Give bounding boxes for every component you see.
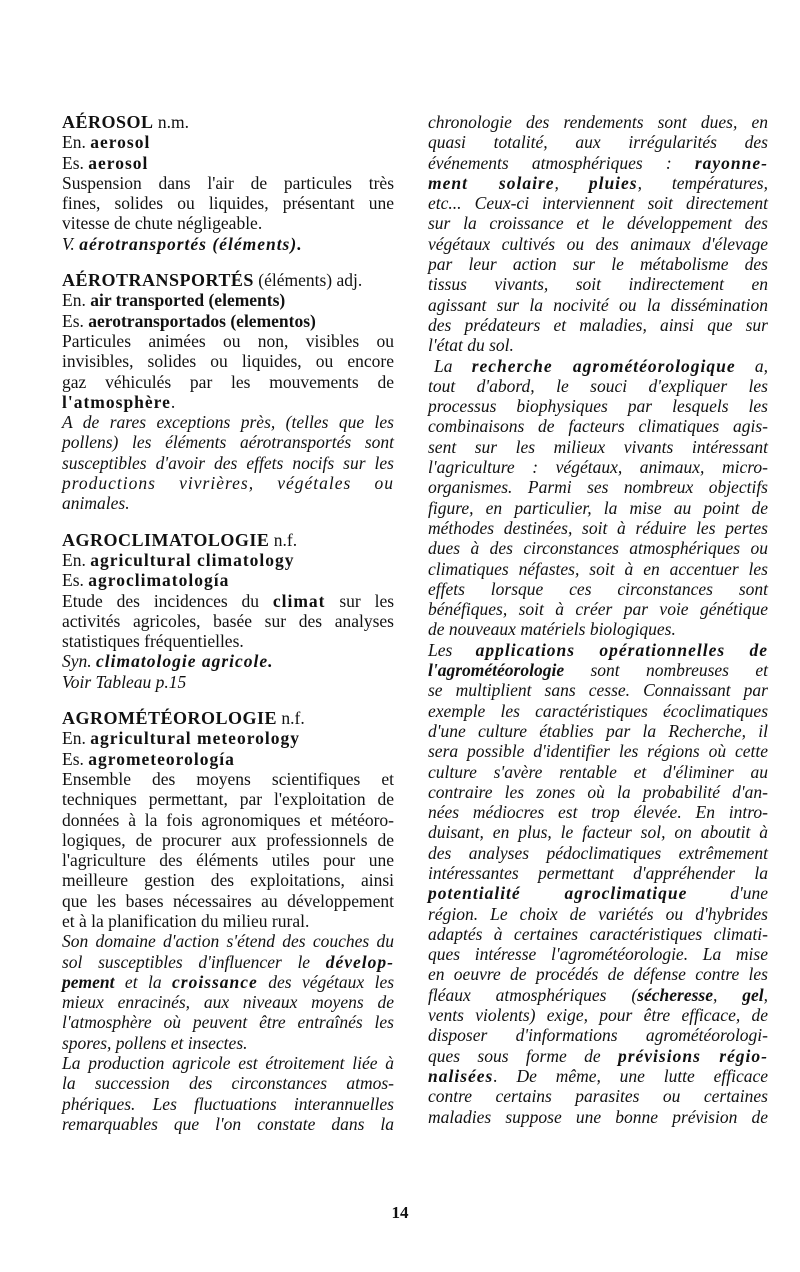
entry-heading [62, 270, 394, 290]
paragraph-line: contre certains parasites ou certaines [428, 1086, 768, 1107]
paragraph-line: culture s'avère rentable et d'éliminer au [428, 761, 768, 782]
note-line: susceptibles d'avoir des effets nocifs sur les [62, 452, 394, 473]
paragraph-line: dues à des circonstances atmosphériques ou [428, 538, 768, 559]
note-line: productions vivrières, végétales ou [62, 473, 394, 494]
spanish-translation: Es. agrometeorología [62, 748, 235, 769]
paragraph-line: l'agrométéorologie sont nombreuses et [428, 660, 768, 681]
english-translation: En. air transported (elements) [62, 290, 286, 311]
term: AÉROSOL [62, 112, 154, 132]
paragraph-line: mieux enracinés, aux niveaux moyens de [62, 992, 394, 1013]
paragraph-line: potentialité agroclimatique d'une [428, 883, 768, 904]
paragraph-line: intéressantes permettant d'appréhender la [428, 862, 768, 883]
paragraph-line: d'une culture établies par la Recherche, il [428, 720, 768, 741]
paragraph-line: vents violents) exige, pour être efficace, de [428, 1005, 768, 1026]
entry-aerotransportes [62, 270, 394, 514]
part-of-speech: n.m. [157, 112, 190, 132]
paragraph-line: tout d'abord, le souci d'expliquer les [428, 375, 768, 396]
paragraph-line: organismes. Parmi ses nombreux objectifs [428, 477, 768, 498]
page-number: 14 [391, 1203, 409, 1222]
definition-line: et à la planification du milieu rural. [62, 910, 310, 931]
definition-line: données à la fois agronomiques et météoro- [62, 809, 394, 830]
note-line: A de rares exceptions près, (telles que les [62, 412, 394, 433]
paragraph-line: phériques. Les fluctuations interannuelles [62, 1093, 394, 1114]
paragraph-line: quasi totalité, aux irrégularités des [428, 132, 768, 153]
entry-heading [62, 530, 394, 550]
paragraph-line: etc... Ceux-ci interviennent soit directement [428, 193, 768, 214]
english-translation: En. agricultural meteorology [62, 728, 301, 749]
paragraph-line: effets lorsque ces circonstances sont [428, 578, 768, 599]
paragraph-line: la succession des circonstances atmos- [62, 1073, 394, 1094]
paragraph-applications [428, 640, 768, 1127]
english-translation: En. agricultural climatology [62, 549, 295, 570]
paragraph-line: l'état du sol. [428, 335, 514, 356]
paragraph-line: spores, pollens et insectes. [62, 1032, 248, 1053]
right-column [428, 112, 768, 1127]
paragraph-line: Son domaine d'action s'étend des couches du [62, 931, 394, 952]
paragraph-line: en oeuvre de procédés de défense contre les [428, 964, 768, 985]
entry-aerosol [62, 112, 394, 254]
definition-line: que les bases nécessaires au développement [62, 890, 394, 911]
paragraph-line: agissant sur la nocivité ou la dissémination [428, 294, 768, 315]
part-of-speech: n.f. [281, 708, 305, 729]
paragraph-line: adaptés à certaines caractéristiques climati- [428, 923, 768, 944]
paragraph-line: des analyses pédoclimatiques extrêmement [428, 842, 768, 863]
english-translation: En. aerosol [62, 132, 151, 153]
paragraph-line: ques sous forme de prévisions régio- [428, 1045, 768, 1066]
paragraph-line: de nouveaux matériels biologiques. [428, 619, 676, 640]
paragraph-line: figure, en particulier, la mise au point de [428, 497, 768, 518]
spanish-translation: Es. agroclimatología [62, 570, 230, 591]
paragraph-line: maladies suppose une bonne prévision de [428, 1106, 768, 1127]
see-also: V. aérotransportés (éléments). [62, 233, 303, 254]
paragraph-line: contraire les zones où la probabilité d'an- [428, 781, 768, 802]
definition-line: Particules animées ou non, visibles ou [62, 330, 394, 351]
entry-agroclimatologie [62, 530, 394, 692]
paragraph-line: exemple les caractéristiques écoclimatiques [428, 700, 768, 721]
paragraph-line: l'agriculture : végétaux, animaux, micro- [428, 457, 768, 478]
note-line: animales. [62, 493, 130, 514]
spanish-translation: Es. aerosol [62, 152, 149, 173]
definition-line: Etude des incidences du climat sur les [62, 590, 395, 611]
part-of-speech: n.f. [273, 529, 298, 550]
paragraph-line: nalisées. De même, une lutte efficace [428, 1065, 768, 1086]
paragraph-line: ment solaire, pluies, températures, [428, 172, 768, 193]
paragraph-line: sol susceptibles d'influencer le dévelop- [62, 951, 394, 972]
definition-line: statistiques fréquentielles. [62, 631, 244, 652]
definition-line: l'agriculture des éléments utiles pour une [62, 850, 394, 871]
paragraph-line: par leur action sur le métabolisme des [428, 254, 768, 275]
paragraph-line: La recherche agrométéorologique a, [434, 355, 768, 376]
paragraph-line: chronologie des rendements sont dues, en [428, 112, 768, 132]
paragraph-line: l'atmosphère où peuvent être entraînés les [62, 1012, 394, 1033]
term: AGROMÉTÉOROLOGIE [62, 708, 278, 729]
paragraph-line: méthodes destinées, soit à réduire les pertes [428, 517, 768, 538]
paragraph-line: disposer d'informations agrométéorologi- [428, 1025, 768, 1046]
definition-line: techniques permettant, par l'exploitation de [62, 789, 394, 810]
paragraph-line: tissus vivants, soit indirectement en [428, 274, 768, 295]
paragraph-line: combinaisons de facteurs climatiques agis- [428, 416, 768, 437]
note-line: pollens) les éléments aérotransportés sont [62, 432, 394, 453]
entry-agrometeorologie [62, 708, 394, 1134]
part-of-speech: (éléments) adj. [258, 270, 363, 291]
left-column [62, 112, 394, 1134]
definition-line: invisibles, solides ou liquides, ou encore [62, 351, 394, 372]
definition-line: Ensemble des moyens scientifiques et [62, 768, 394, 789]
definition-line: meilleure gestion des exploitations, ainsi [62, 870, 394, 891]
paragraph-line: végétaux cultivés ou des animaux d'élevage [428, 233, 768, 254]
paragraph-line: fléaux atmosphériques (sécheresse, gel, [428, 984, 768, 1005]
entry-heading [62, 708, 394, 728]
definition-line: gaz véhiculés par les mouvements de [62, 371, 394, 392]
term: AGROCLIMATOLOGIE [62, 529, 270, 550]
definition-line: l'atmosphère. [62, 391, 176, 412]
paragraph-line: climatiques néfastes, soit à en accentuer les [428, 558, 768, 579]
paragraph-line: bénéfiques, soit à créer par voie génétique [428, 599, 768, 620]
entry-heading [62, 112, 394, 132]
synonym: Syn. climatologie agricole. [62, 651, 274, 672]
paragraph-line: des prédateurs et maladies, ainsi que sur [428, 314, 768, 335]
term: AÉROTRANSPORTÉS [62, 270, 254, 291]
spanish-translation: Es. aerotransportados (elementos) [62, 310, 316, 331]
paragraph-line: région. Le choix de variétés ou d'hybrides [428, 903, 768, 924]
paragraph-line: sent sur les milieux vivants intéressant [428, 436, 768, 457]
definition-line: logiques, de procurer aux professionnels de [62, 829, 394, 850]
paragraph-line: événements atmosphériques : rayonne- [428, 152, 768, 173]
definition-line: vitesse de chute négligeable. [62, 213, 263, 234]
paragraph-line: remarquables que l'on constate dans la [62, 1113, 394, 1134]
paragraph-line: La production agricole est étroitement liée à [62, 1053, 394, 1074]
paragraph-line: Les applications opérationnelles de [428, 639, 768, 660]
paragraph-line: sera possible d'identifier les régions où cette [428, 741, 768, 762]
paragraph-line: processus biophysiques par lesquels les [428, 396, 768, 417]
paragraph-line: se multiplient sans cesse. Connaissant par [428, 680, 768, 701]
paragraph-research [428, 356, 768, 640]
paragraph-line: ques intéresse l'agrométéorologie. La mise [428, 944, 768, 965]
paragraph-line: pement et la croissance des végétaux les [62, 971, 395, 992]
definition-line: activités agricoles, basée sur des analyses [62, 610, 394, 631]
definition-line: Suspension dans l'air de particules très [62, 172, 394, 193]
paragraph-continuation [428, 112, 768, 356]
paragraph-line: duisant, en plus, le facteur sol, on aboutit à [428, 822, 768, 843]
paragraph-line: nées médiocres est trop élevée. En intro- [428, 802, 768, 823]
definition-line: fines, solides ou liquides, présentant une [62, 193, 394, 214]
table-reference-link[interactable]: Voir Tableau p.15 [62, 671, 187, 692]
paragraph-line: sur la croissance et le développement des [428, 213, 768, 234]
